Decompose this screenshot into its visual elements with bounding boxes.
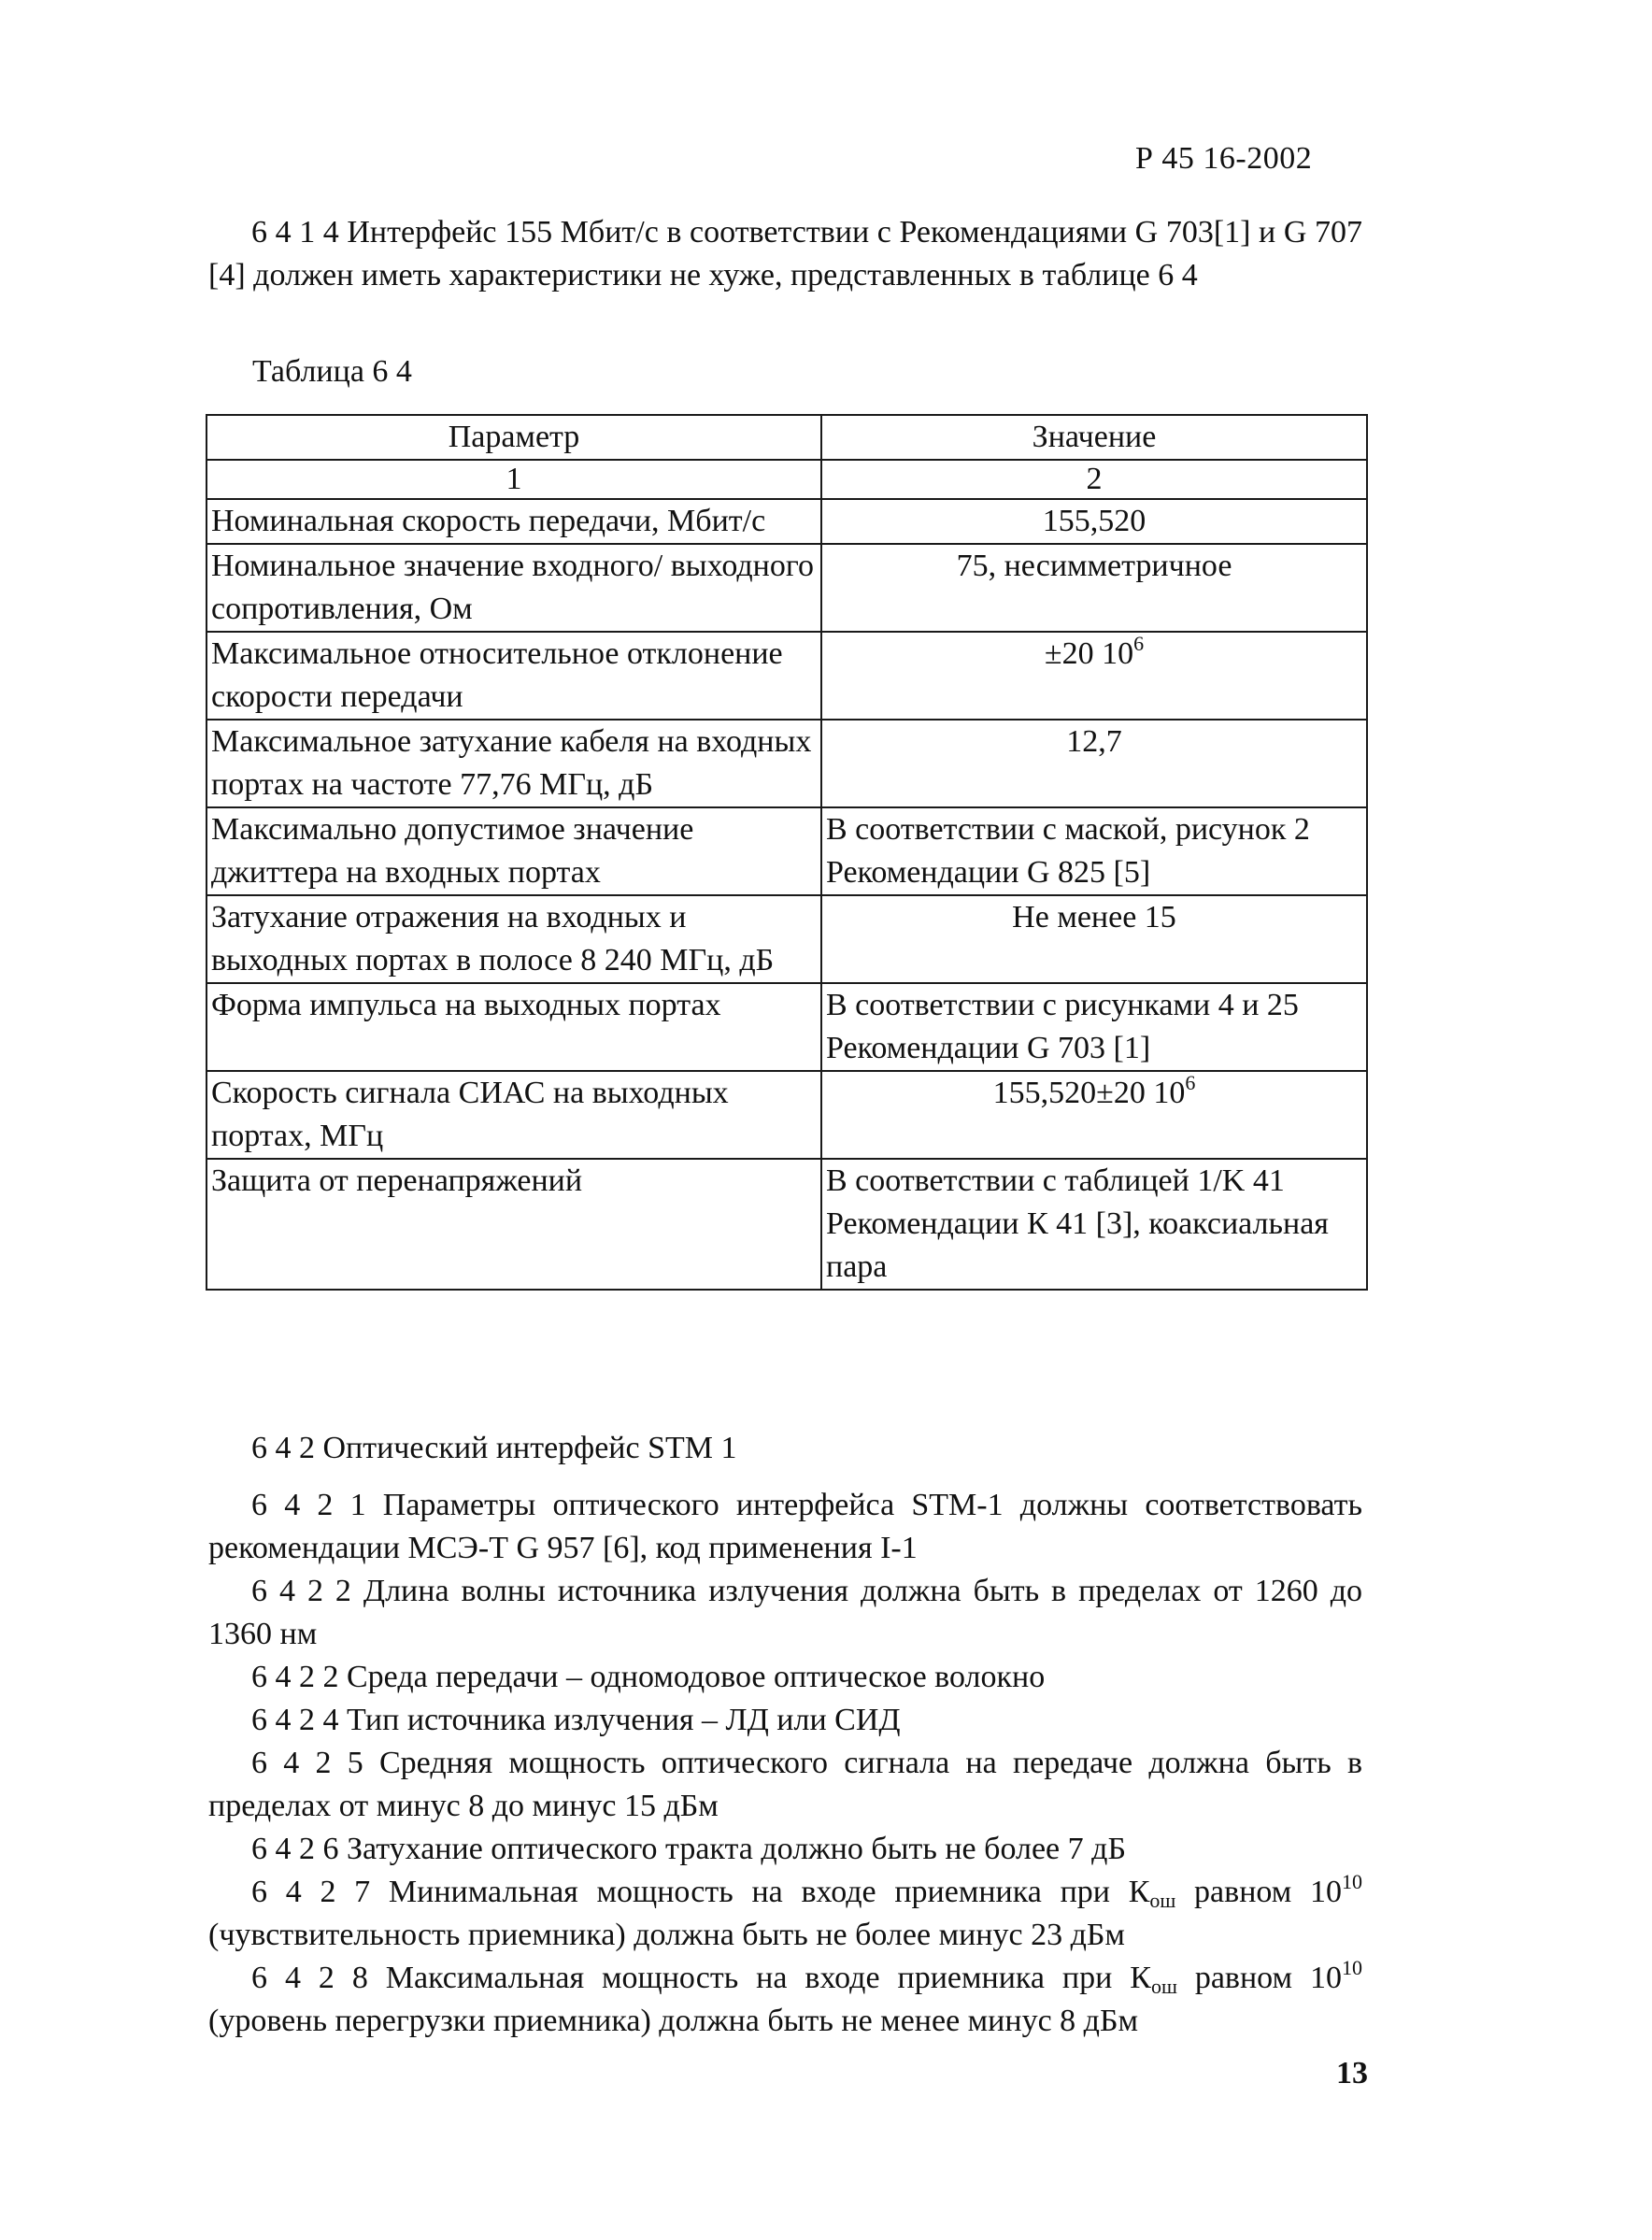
paragraph-6426: 6 4 2 6 Затухание оптического тракта должно быть не более 7 дБ: [251, 1832, 1126, 1866]
table-row: [206, 499, 1367, 544]
param-cell: Максимально допустимое значение джиттера на входных портах: [206, 807, 821, 895]
paragraph-6427-mid: равном 10: [1175, 1875, 1342, 1909]
header-value: Значение: [821, 415, 1367, 460]
exponent-10: 10: [1342, 1870, 1362, 1893]
paragraph-6425: 6 4 2 5 Средняя мощность оптического сигнала на передаче должна быть в пределах от минус 8 до минус 15 дБм: [208, 1746, 1362, 1823]
paragraph-6428-end: (уровень перегрузки приемника) должна быть не менее минус 8 дБм: [208, 2004, 1138, 2038]
table-row: [206, 807, 1367, 895]
section-title: 6 4 2 Оптический интерфейс STM 1: [251, 1431, 737, 1465]
paragraph-6424: 6 4 2 4 Тип источника излучения – ЛД или СИД: [251, 1703, 901, 1737]
value-cell: Не менее 15: [821, 895, 1367, 983]
column-number-1: 1: [206, 460, 821, 499]
value-cell: В соответствии с рисунками 4 и 25 Рекомендации G 703 [1]: [821, 983, 1367, 1071]
value-cell: 155,520: [821, 499, 1367, 544]
section-body: [208, 1484, 1362, 2043]
column-number-row: [206, 460, 1367, 499]
table-caption: Таблица 6 4: [252, 354, 412, 389]
param-cell: Максимальное относительное отклонение скорости передачи: [206, 632, 821, 720]
paragraph-6421: 6 4 2 1 Параметры оптического интерфейса STM-1 должны соответствовать рекомендации МСЭ-Т G 957 [6], код применения I-1: [208, 1488, 1362, 1565]
value-cell: В соответствии с таблицей 1/K 41 Рекомендации К 41 [3], коаксиальная пара: [821, 1159, 1367, 1290]
param-cell: Номинальное значение входного/ выходного сопротивления, Ом: [206, 544, 821, 632]
document-code: Р 45 16-2002: [1135, 141, 1313, 176]
value-cell: 12,7: [821, 720, 1367, 807]
paragraph-6428-start: 6 4 2 8 Максимальная мощность на входе приемника при К: [251, 1961, 1151, 1995]
table-row: [206, 544, 1367, 632]
header-parameter: Параметр: [206, 415, 821, 460]
intro-paragraph: 6 4 1 4 Интерфейс 155 Мбит/с в соответствии с Рекомендациями G 703[1] и G 707 [4] должен иметь характеристики не хуже, представленных в таблице 6 4: [208, 215, 1362, 292]
param-cell: Скорость сигнала СИАС на выходных портах, МГц: [206, 1071, 821, 1159]
paragraph-6422: 6 4 2 2 Длина волны источника излучения должна быть в пределах от 1260 до 1360 нм: [208, 1574, 1362, 1651]
exponent-10: 10: [1342, 1956, 1362, 1979]
table-row: [206, 1159, 1367, 1290]
paragraph-6427-end: (чувствительность приемника) должна быть не более минус 23 дБм: [208, 1918, 1125, 1952]
paragraph-6427: [208, 1871, 1362, 1957]
page-number: 13: [1336, 2056, 1368, 2090]
paragraph-6427-start: 6 4 2 7 Минимальная мощность на входе приемника при К: [251, 1875, 1150, 1909]
param-cell: Максимальное затухание кабеля на входных портах на частоте 77,76 МГц, дБ: [206, 720, 821, 807]
table-row: [206, 632, 1367, 720]
value-cell: В соответствии с маской, рисунок 2 Рекомендации G 825 [5]: [821, 807, 1367, 895]
column-number-2: 2: [821, 460, 1367, 499]
param-cell: Защита от перенапряжений: [206, 1159, 821, 1290]
value-text: ±20 10: [1044, 636, 1134, 671]
table-row: [206, 720, 1367, 807]
table-row: [206, 1071, 1367, 1159]
param-cell: Номинальная скорость передачи, Мбит/с: [206, 499, 821, 544]
value-exponent: 6: [1133, 632, 1145, 655]
value-cell: [821, 632, 1367, 720]
paragraph-6428: [208, 1957, 1362, 2043]
value-exponent: 6: [1185, 1071, 1196, 1094]
value-cell: 75, несимметричное: [821, 544, 1367, 632]
param-cell: Форма импульса на выходных портах: [206, 983, 821, 1071]
paragraph-6422b: 6 4 2 2 Среда передачи – одномодовое оптическое волокно: [251, 1660, 1046, 1694]
paragraph-6428-mid: равном 10: [1176, 1961, 1342, 1995]
value-cell: [821, 1071, 1367, 1159]
table-header-row: [206, 415, 1367, 460]
table-row: [206, 983, 1367, 1071]
parameters-table: [206, 414, 1368, 1291]
subscript-osh: ош: [1150, 1975, 1177, 1998]
subscript-osh: ош: [1149, 1889, 1176, 1912]
table-row: [206, 895, 1367, 983]
param-cell: Затухание отражения на входных и выходных портах в полосе 8 240 МГц, дБ: [206, 895, 821, 983]
value-text: 155,520±20 10: [992, 1076, 1186, 1110]
